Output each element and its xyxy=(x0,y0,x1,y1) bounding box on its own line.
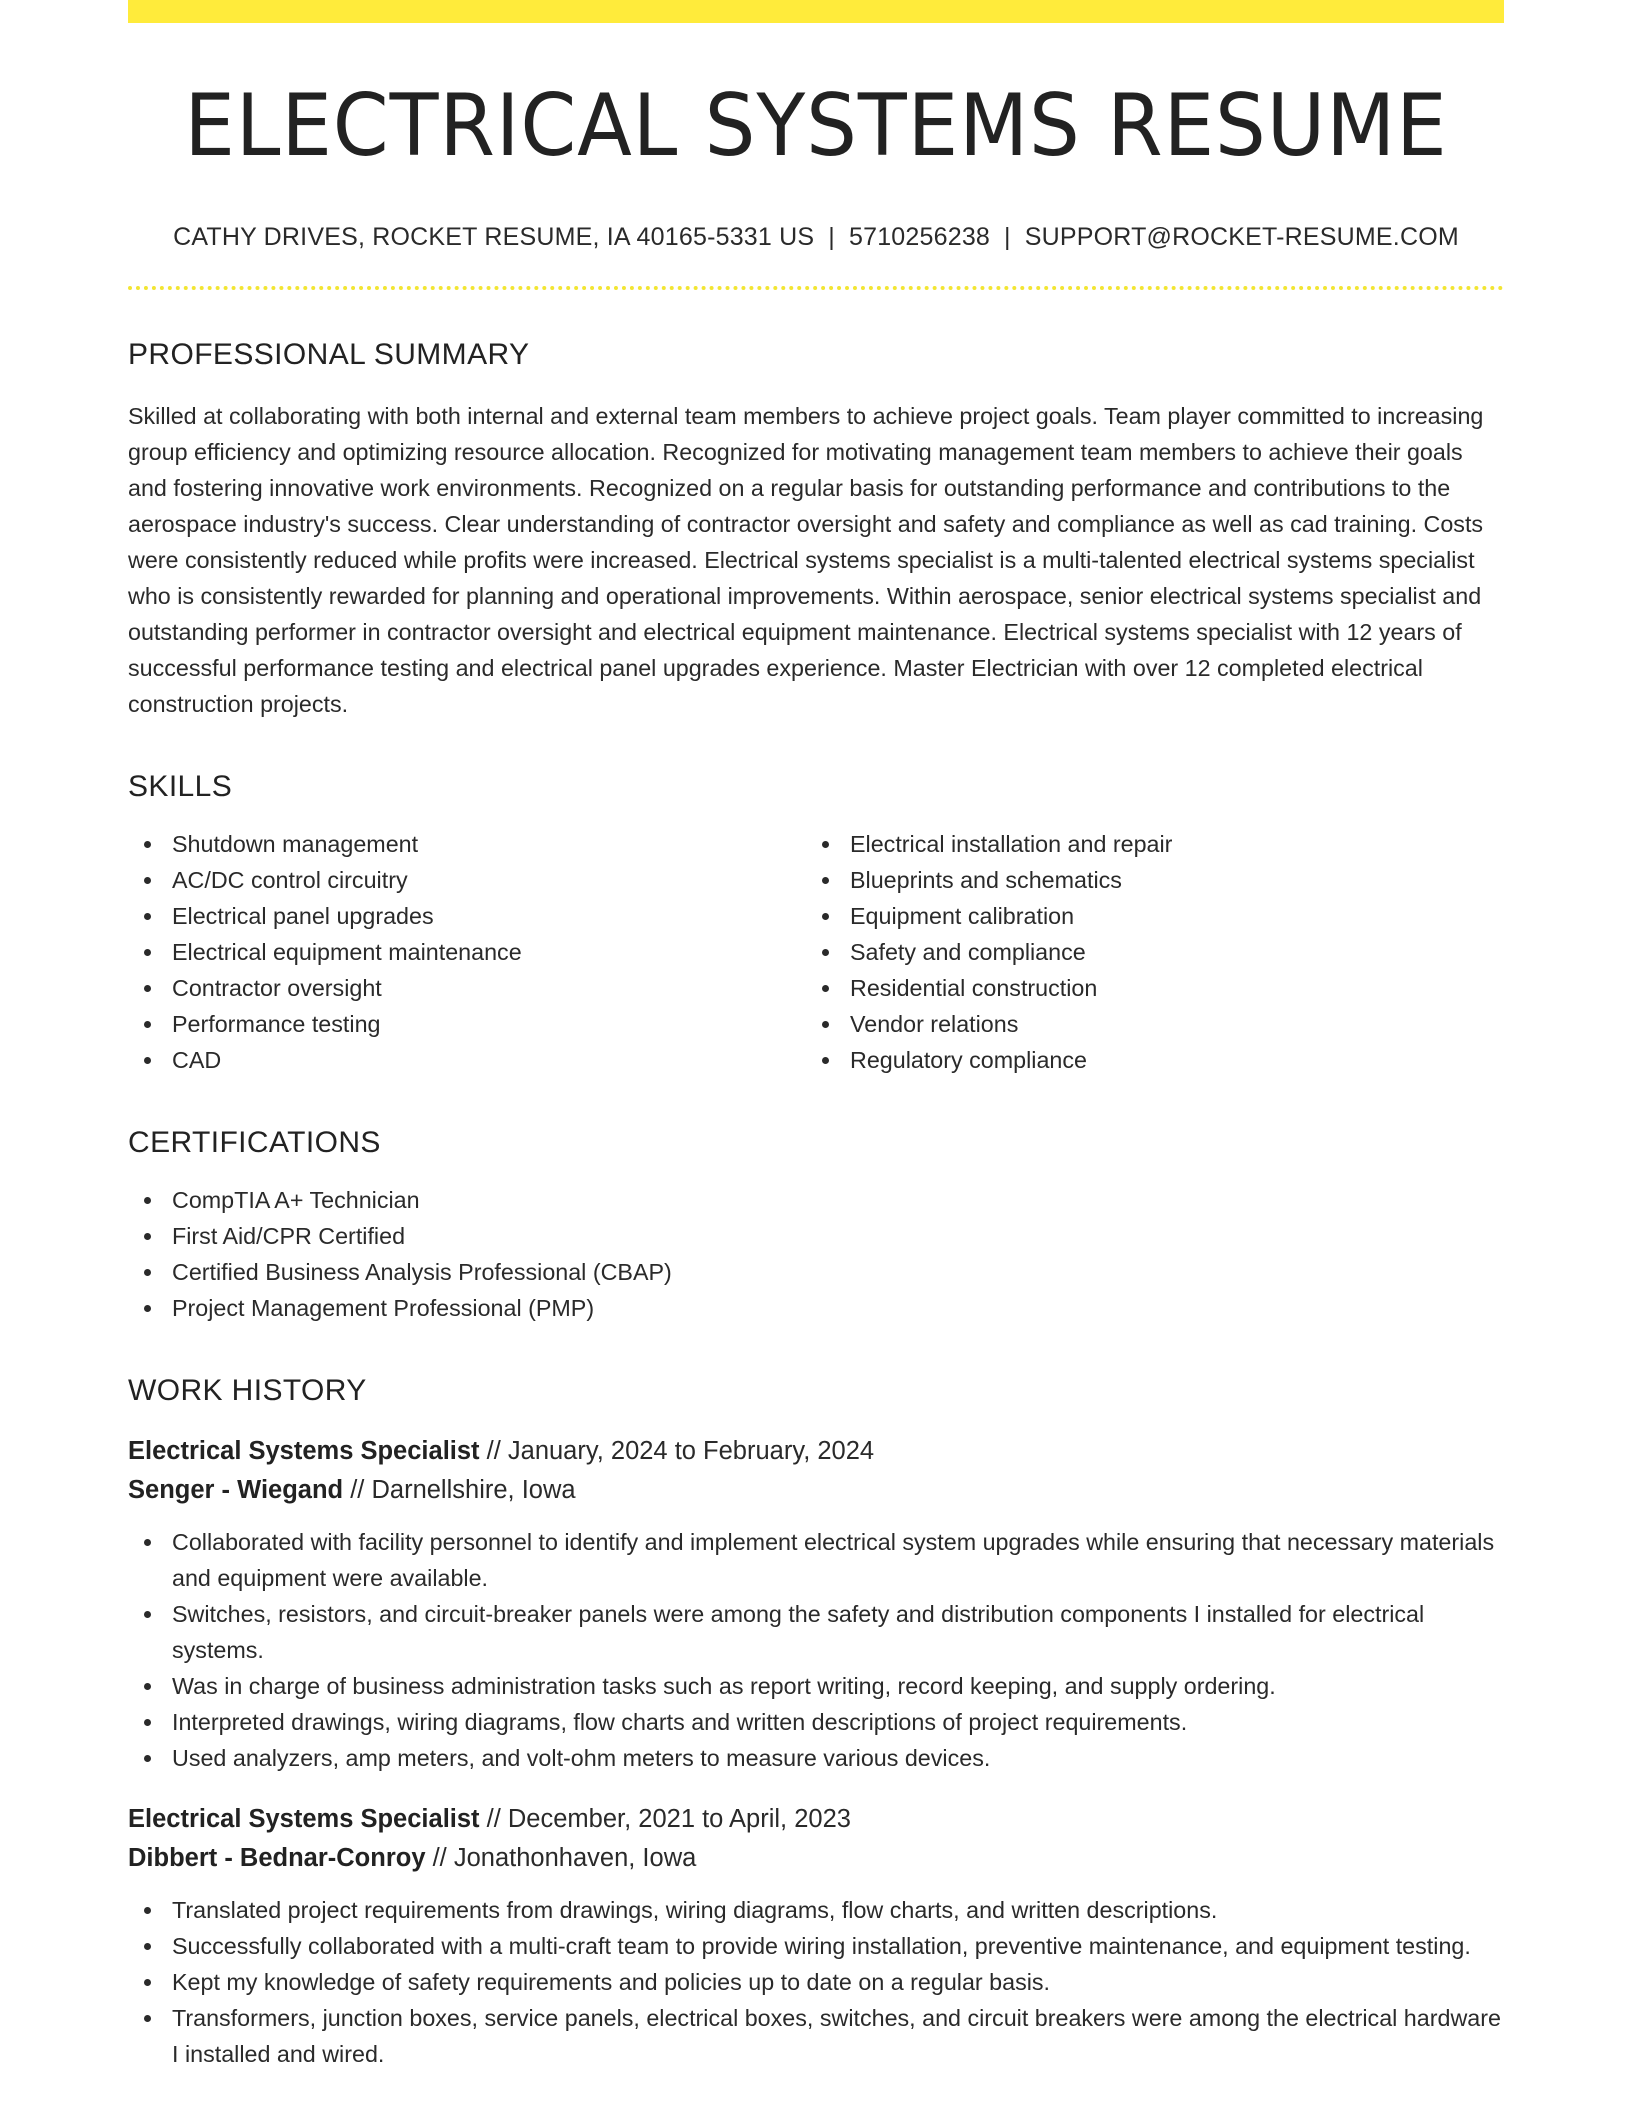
certification-item: First Aid/CPR Certified xyxy=(128,1218,1504,1254)
job-bullet: Was in charge of business administration tasks such as report writing, record keeping, and supply ordering. xyxy=(128,1668,1504,1704)
skill-item: Safety and compliance xyxy=(806,934,1504,970)
section-heading-work-history: WORK HISTORY xyxy=(128,1374,367,1408)
job-location: // Darnellshire, Iowa xyxy=(343,1476,576,1505)
certification-item: Project Management Professional (PMP) xyxy=(128,1290,1504,1326)
skill-item: Contractor oversight xyxy=(128,970,806,1006)
job-company: Dibbert - Bednar-Conroy xyxy=(128,1844,426,1873)
skill-item: Performance testing xyxy=(128,1006,806,1042)
skills-list xyxy=(128,826,1504,1078)
job-dates: // December, 2021 to April, 2023 xyxy=(479,1805,851,1834)
job-bullet: Switches, resistors, and circuit-breaker panels were among the safety and distribution components I installed for electrical systems. xyxy=(128,1596,1504,1668)
skill-item: Shutdown management xyxy=(128,826,806,862)
skill-item: Vendor relations xyxy=(806,1006,1504,1042)
skill-item: Blueprints and schematics xyxy=(806,862,1504,898)
contact-separator: | xyxy=(828,223,835,252)
job-entry xyxy=(128,1800,1504,2072)
job-bullet: Translated project requirements from drawings, wiring diagrams, flow charts, and written descriptions. xyxy=(128,1892,1504,1928)
job-bullet: Transformers, junction boxes, service panels, electrical boxes, switches, and circuit breakers were among the electrical hardware I installed and wired. xyxy=(128,2000,1504,2072)
skill-item: Residential construction xyxy=(806,970,1504,1006)
job-bullet: Interpreted drawings, wiring diagrams, flow charts and written descriptions of project requirements. xyxy=(128,1704,1504,1740)
contact-email: SUPPORT@ROCKET-RESUME.COM xyxy=(1024,223,1459,252)
skill-item: Electrical installation and repair xyxy=(806,826,1504,862)
job-bullet: Kept my knowledge of safety requirements and policies up to date on a regular basis. xyxy=(128,1964,1504,2000)
section-heading-skills: SKILLS xyxy=(128,770,233,804)
job-company: Senger - Wiegand xyxy=(128,1476,344,1505)
skill-item: Electrical panel upgrades xyxy=(128,898,806,934)
contact-separator: | xyxy=(1004,223,1011,252)
job-title: Electrical Systems Specialist xyxy=(128,1805,480,1834)
contact-phone: 5710256238 xyxy=(849,223,991,252)
job-title: Electrical Systems Specialist xyxy=(128,1437,480,1466)
certifications-list xyxy=(128,1182,1504,1326)
section-heading-summary: PROFESSIONAL SUMMARY xyxy=(128,338,530,372)
job-bullets xyxy=(128,1524,1504,1776)
job-bullets xyxy=(128,1892,1504,2072)
certification-item: CompTIA A+ Technician xyxy=(128,1182,1504,1218)
job-bullet: Collaborated with facility personnel to identify and implement electrical system upgrades while ensuring that necessary materials and equipment were available. xyxy=(128,1524,1504,1596)
skill-item: Electrical equipment maintenance xyxy=(128,934,806,970)
resume-page xyxy=(128,0,1504,2072)
resume-title: ELECTRICAL SYSTEMS RESUME xyxy=(184,76,1448,176)
job-location: // Jonathonhaven, Iowa xyxy=(425,1844,697,1873)
certification-item: Certified Business Analysis Professional (CBAP) xyxy=(128,1254,1504,1290)
job-header xyxy=(128,1432,1504,1510)
skill-item: Regulatory compliance xyxy=(806,1042,1504,1078)
skill-item: CAD xyxy=(128,1042,806,1078)
job-entry xyxy=(128,1432,1504,1776)
skill-item: Equipment calibration xyxy=(806,898,1504,934)
contact-address: CATHY DRIVES, ROCKET RESUME, IA 40165-5331 US xyxy=(173,223,815,252)
job-bullet: Used analyzers, amp meters, and volt-ohm meters to measure various devices. xyxy=(128,1740,1504,1776)
accent-bar xyxy=(128,0,1504,23)
job-header xyxy=(128,1800,1504,1878)
dotted-divider xyxy=(128,286,1504,290)
section-heading-certifications: CERTIFICATIONS xyxy=(128,1126,381,1160)
job-dates: // January, 2024 to February, 2024 xyxy=(479,1437,875,1466)
summary-text: Skilled at collaborating with both internal and external team members to achieve project goals. Team player committed to increasing group efficiency and optimizing resource allocation. Recognized for motivating management team members to achieve their goals and fostering innovative work environments. Recognized on a regular basis for outstanding performance and contributions to the aerospace industry's success. Clear understanding of contractor oversight and safety and compliance as well as cad training. Costs were consistently reduced while profits were increased. Electrical systems specialist is a multi-talented electrical systems specialist who is consistently rewarded for planning and operational improvements. Within aerospace, senior electrical systems specialist and outstanding performer in contractor oversight and electrical equipment maintenance. Electrical systems specialist with 12 years of successful performance testing and electrical panel upgrades experience. Master Electrician with over 12 completed electrical construction projects. xyxy=(128,403,1484,718)
contact-line xyxy=(128,223,1504,252)
skill-item: AC/DC control circuitry xyxy=(128,862,806,898)
job-bullet: Successfully collaborated with a multi-craft team to provide wiring installation, preventive maintenance, and equipment testing. xyxy=(128,1928,1504,1964)
